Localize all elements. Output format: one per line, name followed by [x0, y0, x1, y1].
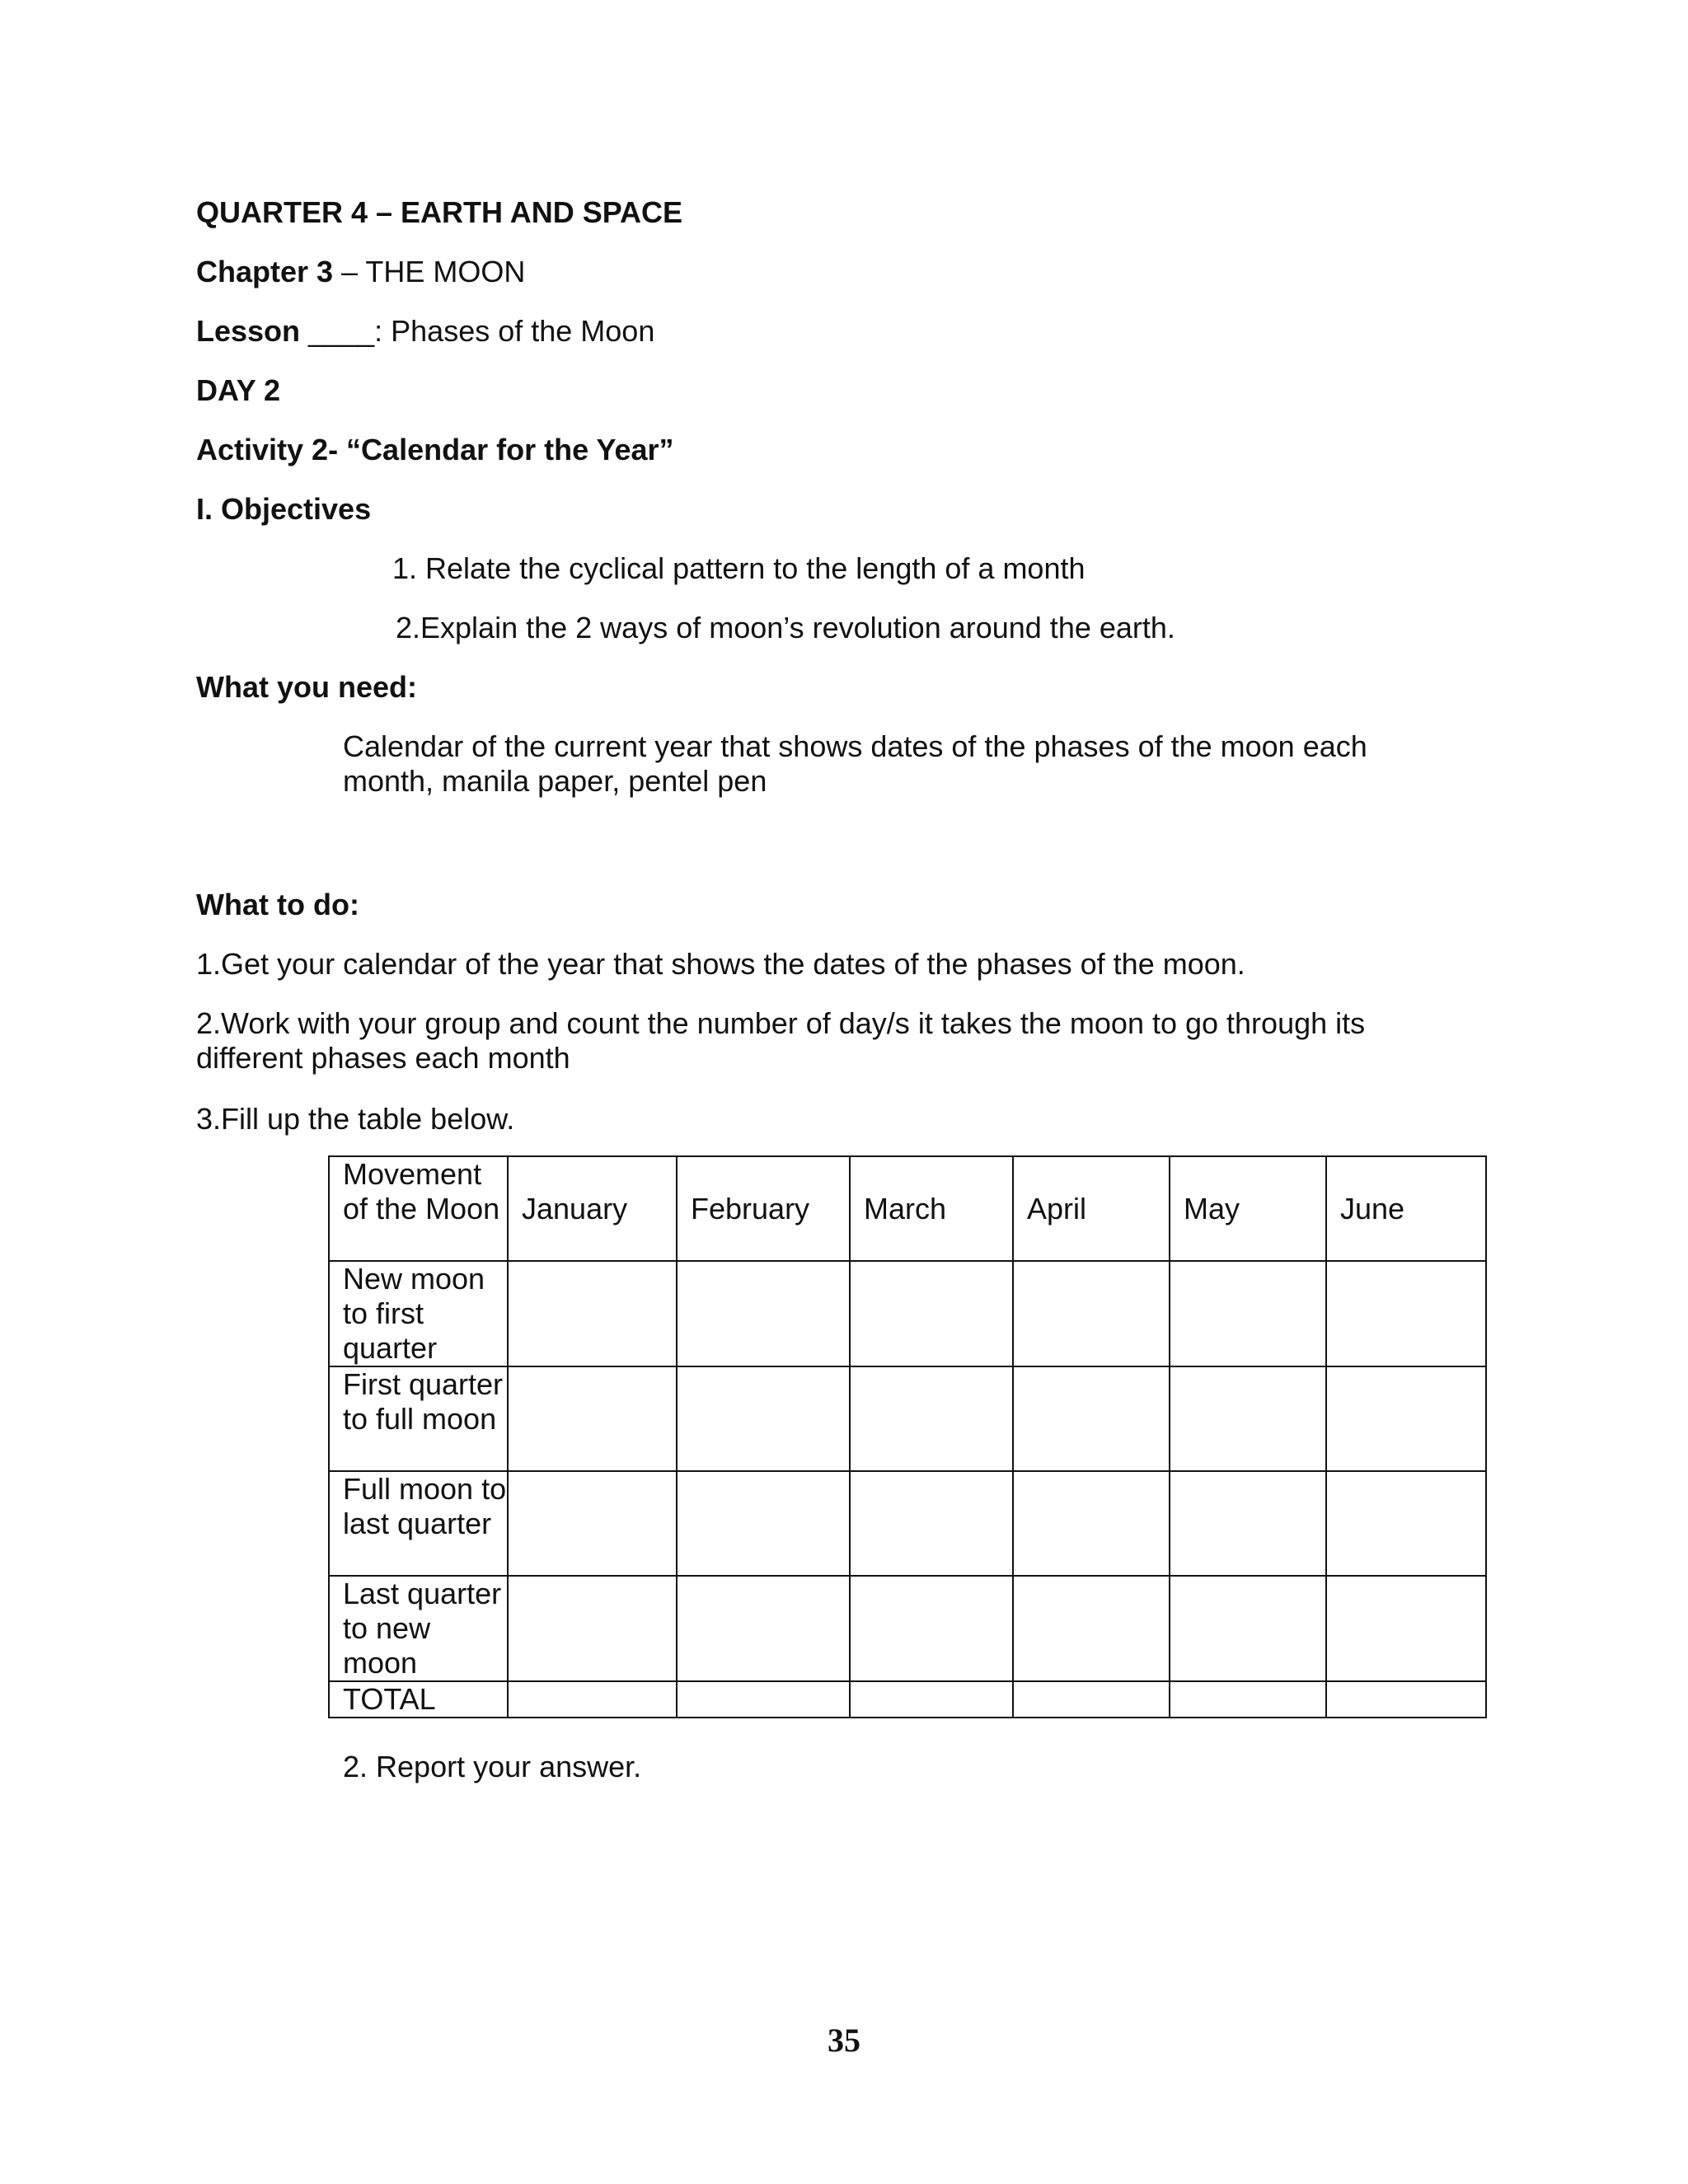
table-cell[interactable]: [1013, 1366, 1170, 1471]
chapter-line: [196, 255, 525, 289]
table-cell[interactable]: [508, 1576, 677, 1681]
table-row-label: First quarter to full moon: [329, 1366, 508, 1471]
procedure-heading: What to do:: [196, 888, 359, 921]
table-cell[interactable]: [508, 1471, 677, 1576]
table-header-cell: Movement of the Moon: [329, 1156, 508, 1261]
table-cell[interactable]: [850, 1471, 1013, 1576]
table-cell[interactable]: [677, 1576, 850, 1681]
procedure-step: 2.Work with your group and count the number of day/s it takes the moon to go through its different phases each month: [196, 1006, 1366, 1075]
table-row-label: Last quarter to new moon: [329, 1576, 508, 1681]
chapter-title: – THE MOON: [333, 255, 526, 288]
table-header-row: [329, 1156, 1486, 1261]
objective-item: 2.Explain the 2 ways of moon’s revolution around the earth.: [396, 611, 1175, 644]
table-cell[interactable]: [1326, 1576, 1486, 1681]
chapter-label: Chapter 3: [196, 255, 334, 288]
table-cell[interactable]: [1170, 1576, 1326, 1681]
table-cell[interactable]: [850, 1681, 1013, 1718]
page-number: 35: [828, 2022, 860, 2059]
table-cell[interactable]: [1170, 1366, 1326, 1471]
table-cell[interactable]: [1013, 1681, 1170, 1718]
materials-text: Calendar of the current year that shows dates of the phases of the moon each month, manila paper, pentel pen: [343, 729, 1367, 798]
table-header-cell: February: [677, 1156, 850, 1261]
lesson-line: [196, 314, 654, 349]
table-cell[interactable]: [1170, 1471, 1326, 1576]
table-cell[interactable]: [1013, 1471, 1170, 1576]
table-cell[interactable]: [677, 1681, 850, 1718]
table-cell[interactable]: [508, 1681, 677, 1718]
table-cell[interactable]: [1326, 1261, 1486, 1366]
table-cell[interactable]: [1326, 1366, 1486, 1471]
report-instruction: 2. Report your answer.: [343, 1750, 642, 1783]
objectives-heading: I. Objectives: [196, 492, 372, 526]
table-row-label: TOTAL: [329, 1681, 508, 1718]
procedure-step: 3.Fill up the table below.: [196, 1102, 515, 1136]
table-row: [329, 1576, 1486, 1681]
table-cell[interactable]: [677, 1366, 850, 1471]
objective-item: 1. Relate the cyclical pattern to the length of a month: [392, 551, 1085, 585]
table-cell[interactable]: [1170, 1681, 1326, 1718]
table-row: [329, 1471, 1486, 1576]
moon-phases-table: [328, 1155, 1487, 1718]
table-cell[interactable]: [677, 1471, 850, 1576]
day-label: DAY 2: [196, 373, 281, 407]
procedure-step: 1.Get your calendar of the year that shows the dates of the phases of the moon.: [196, 947, 1245, 981]
table-total-row: [329, 1681, 1486, 1718]
table-cell[interactable]: [1326, 1471, 1486, 1576]
table-cell[interactable]: [1013, 1261, 1170, 1366]
table-cell[interactable]: [850, 1576, 1013, 1681]
quarter-title: QUARTER 4 – EARTH AND SPACE: [196, 195, 683, 229]
table-row: [329, 1261, 1486, 1366]
lesson-title: ____: Phases of the Moon: [300, 314, 655, 348]
table-cell[interactable]: [1326, 1681, 1486, 1718]
table-cell[interactable]: [1013, 1576, 1170, 1681]
table-cell[interactable]: [508, 1366, 677, 1471]
lesson-label: Lesson: [196, 314, 301, 348]
table-row: [329, 1366, 1486, 1471]
table-cell[interactable]: [1170, 1261, 1326, 1366]
table-header-cell: June: [1326, 1156, 1486, 1261]
table-cell[interactable]: [508, 1261, 677, 1366]
table-cell[interactable]: [850, 1366, 1013, 1471]
activity-title: Activity 2- “Calendar for the Year”: [196, 433, 674, 466]
table-cell[interactable]: [850, 1261, 1013, 1366]
table-cell[interactable]: [677, 1261, 850, 1366]
table-header-cell: March: [850, 1156, 1013, 1261]
materials-heading: What you need:: [196, 670, 417, 704]
table-row-label: New moon to first quarter: [329, 1261, 508, 1366]
table-header-cell: January: [508, 1156, 677, 1261]
table-row-label: Full moon to last quarter: [329, 1471, 508, 1576]
table-header-cell: May: [1170, 1156, 1326, 1261]
table-header-cell: April: [1013, 1156, 1170, 1261]
